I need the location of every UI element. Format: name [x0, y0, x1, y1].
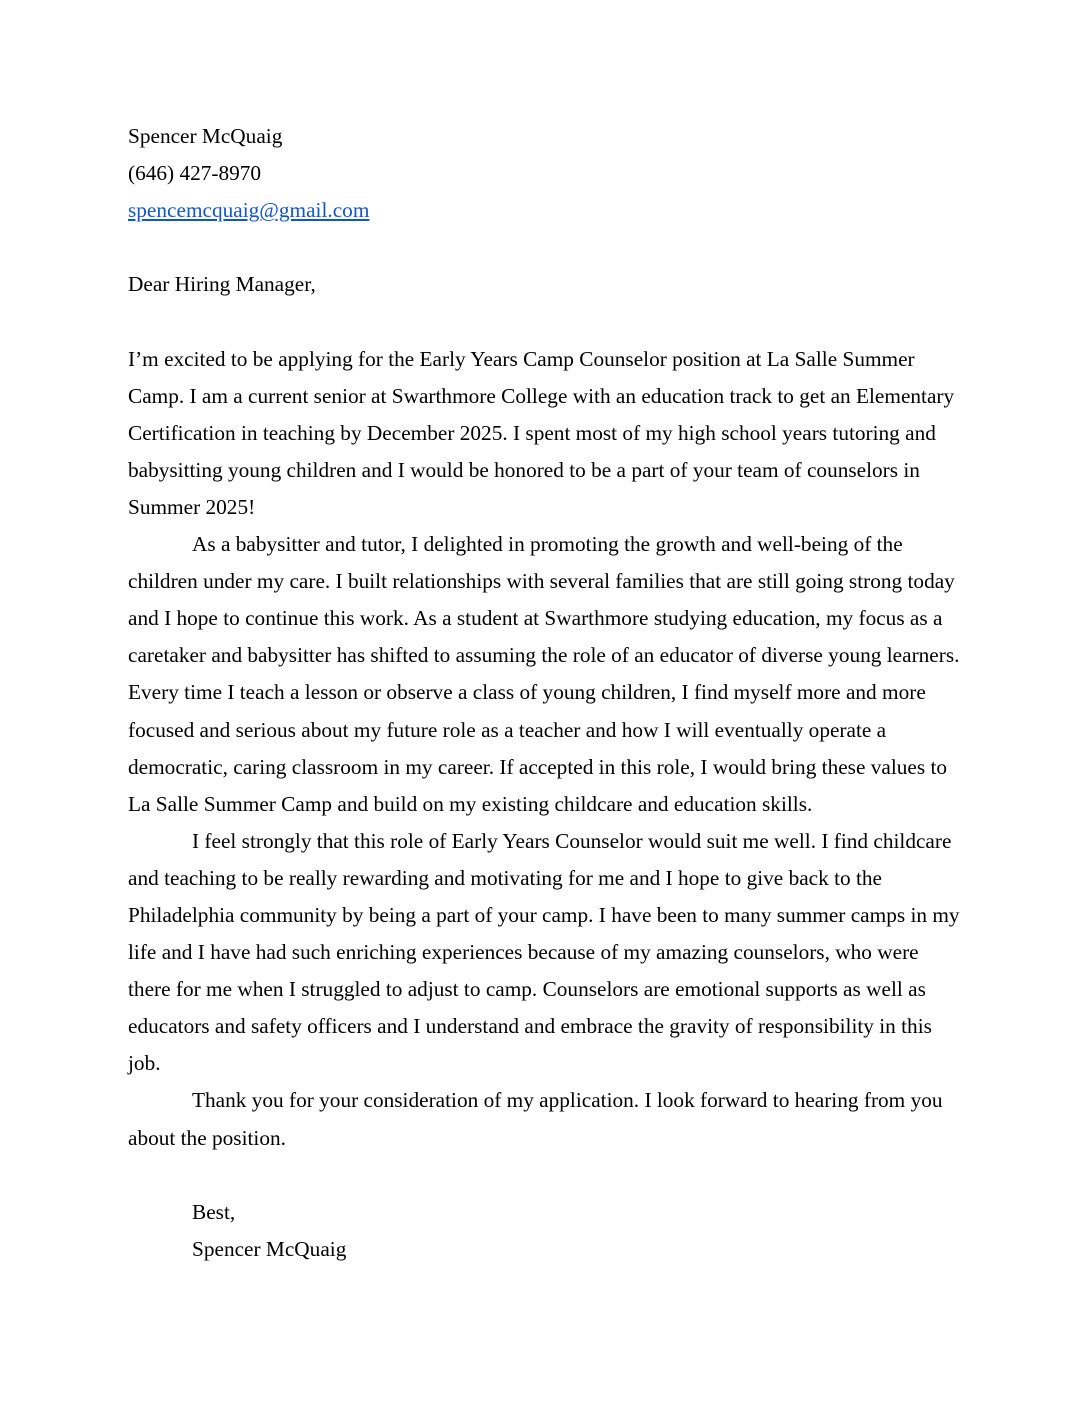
- body-paragraph-thanks: Thank you for your consideration of my application. I look forward to hearing from you about the position.: [128, 1088, 943, 1150]
- contact-name: Spencer McQuaig: [128, 124, 283, 148]
- body-paragraph-motivation: I feel strongly that this role of Early Years Counselor would suit me well. I find childcare and teaching to be really rewarding and motivating for me and I hope to give back to the Philadelphia community by being a part of your camp. I have been to many summer camps in my life and I have had such enriching experiences because of my amazing counselors, who were there for me when I struggled to adjust to camp. Counselors are emotional supports as well as educators and safety officers and I understand and embrace the gravity of responsibility in this job.: [128, 828, 960, 1076]
- email-link[interactable]: spencemcquaig@gmail.com: [128, 198, 370, 223]
- contact-email-line: [128, 192, 960, 229]
- signature-name: Spencer McQuaig: [192, 1236, 347, 1261]
- body-paragraph-experience: As a babysitter and tutor, I delighted in promoting the growth and well-being of the children under my care. I built relationships with several families that are still going strong today and I hope to continue this work. As a student at Swarthmore studying education, my focus as a caretaker and babysitter has shifted to assuming the role of an educator of diverse young learners. Every time I teach a lesson or observe a class of young children, I find myself more and more focused and serious about my future role as a teacher and how I will eventually operate a democratic, caring classroom in my career. If accepted in this role, I would bring these values to La Salle Summer Camp and build on my existing childcare and education skills.: [128, 532, 960, 816]
- closing: Best,: [192, 1199, 236, 1224]
- letter-body: [128, 341, 960, 1157]
- contact-phone: (646) 427-8970: [128, 161, 262, 186]
- salutation: Dear Hiring Manager,: [128, 272, 316, 297]
- signature-block: [128, 1194, 960, 1268]
- body-paragraph-intro: I’m excited to be applying for the Early Years Camp Counselor position at La Salle Summer Camp. I am a current senior at Swarthmore College with an education track to get an Elementary Certification in teaching by December 2025. I spent most of my high school years tutoring and babysitting young children and I would be honored to be a part of your team of counselors in Summer 2025!: [128, 346, 955, 519]
- contact-block: [128, 118, 960, 229]
